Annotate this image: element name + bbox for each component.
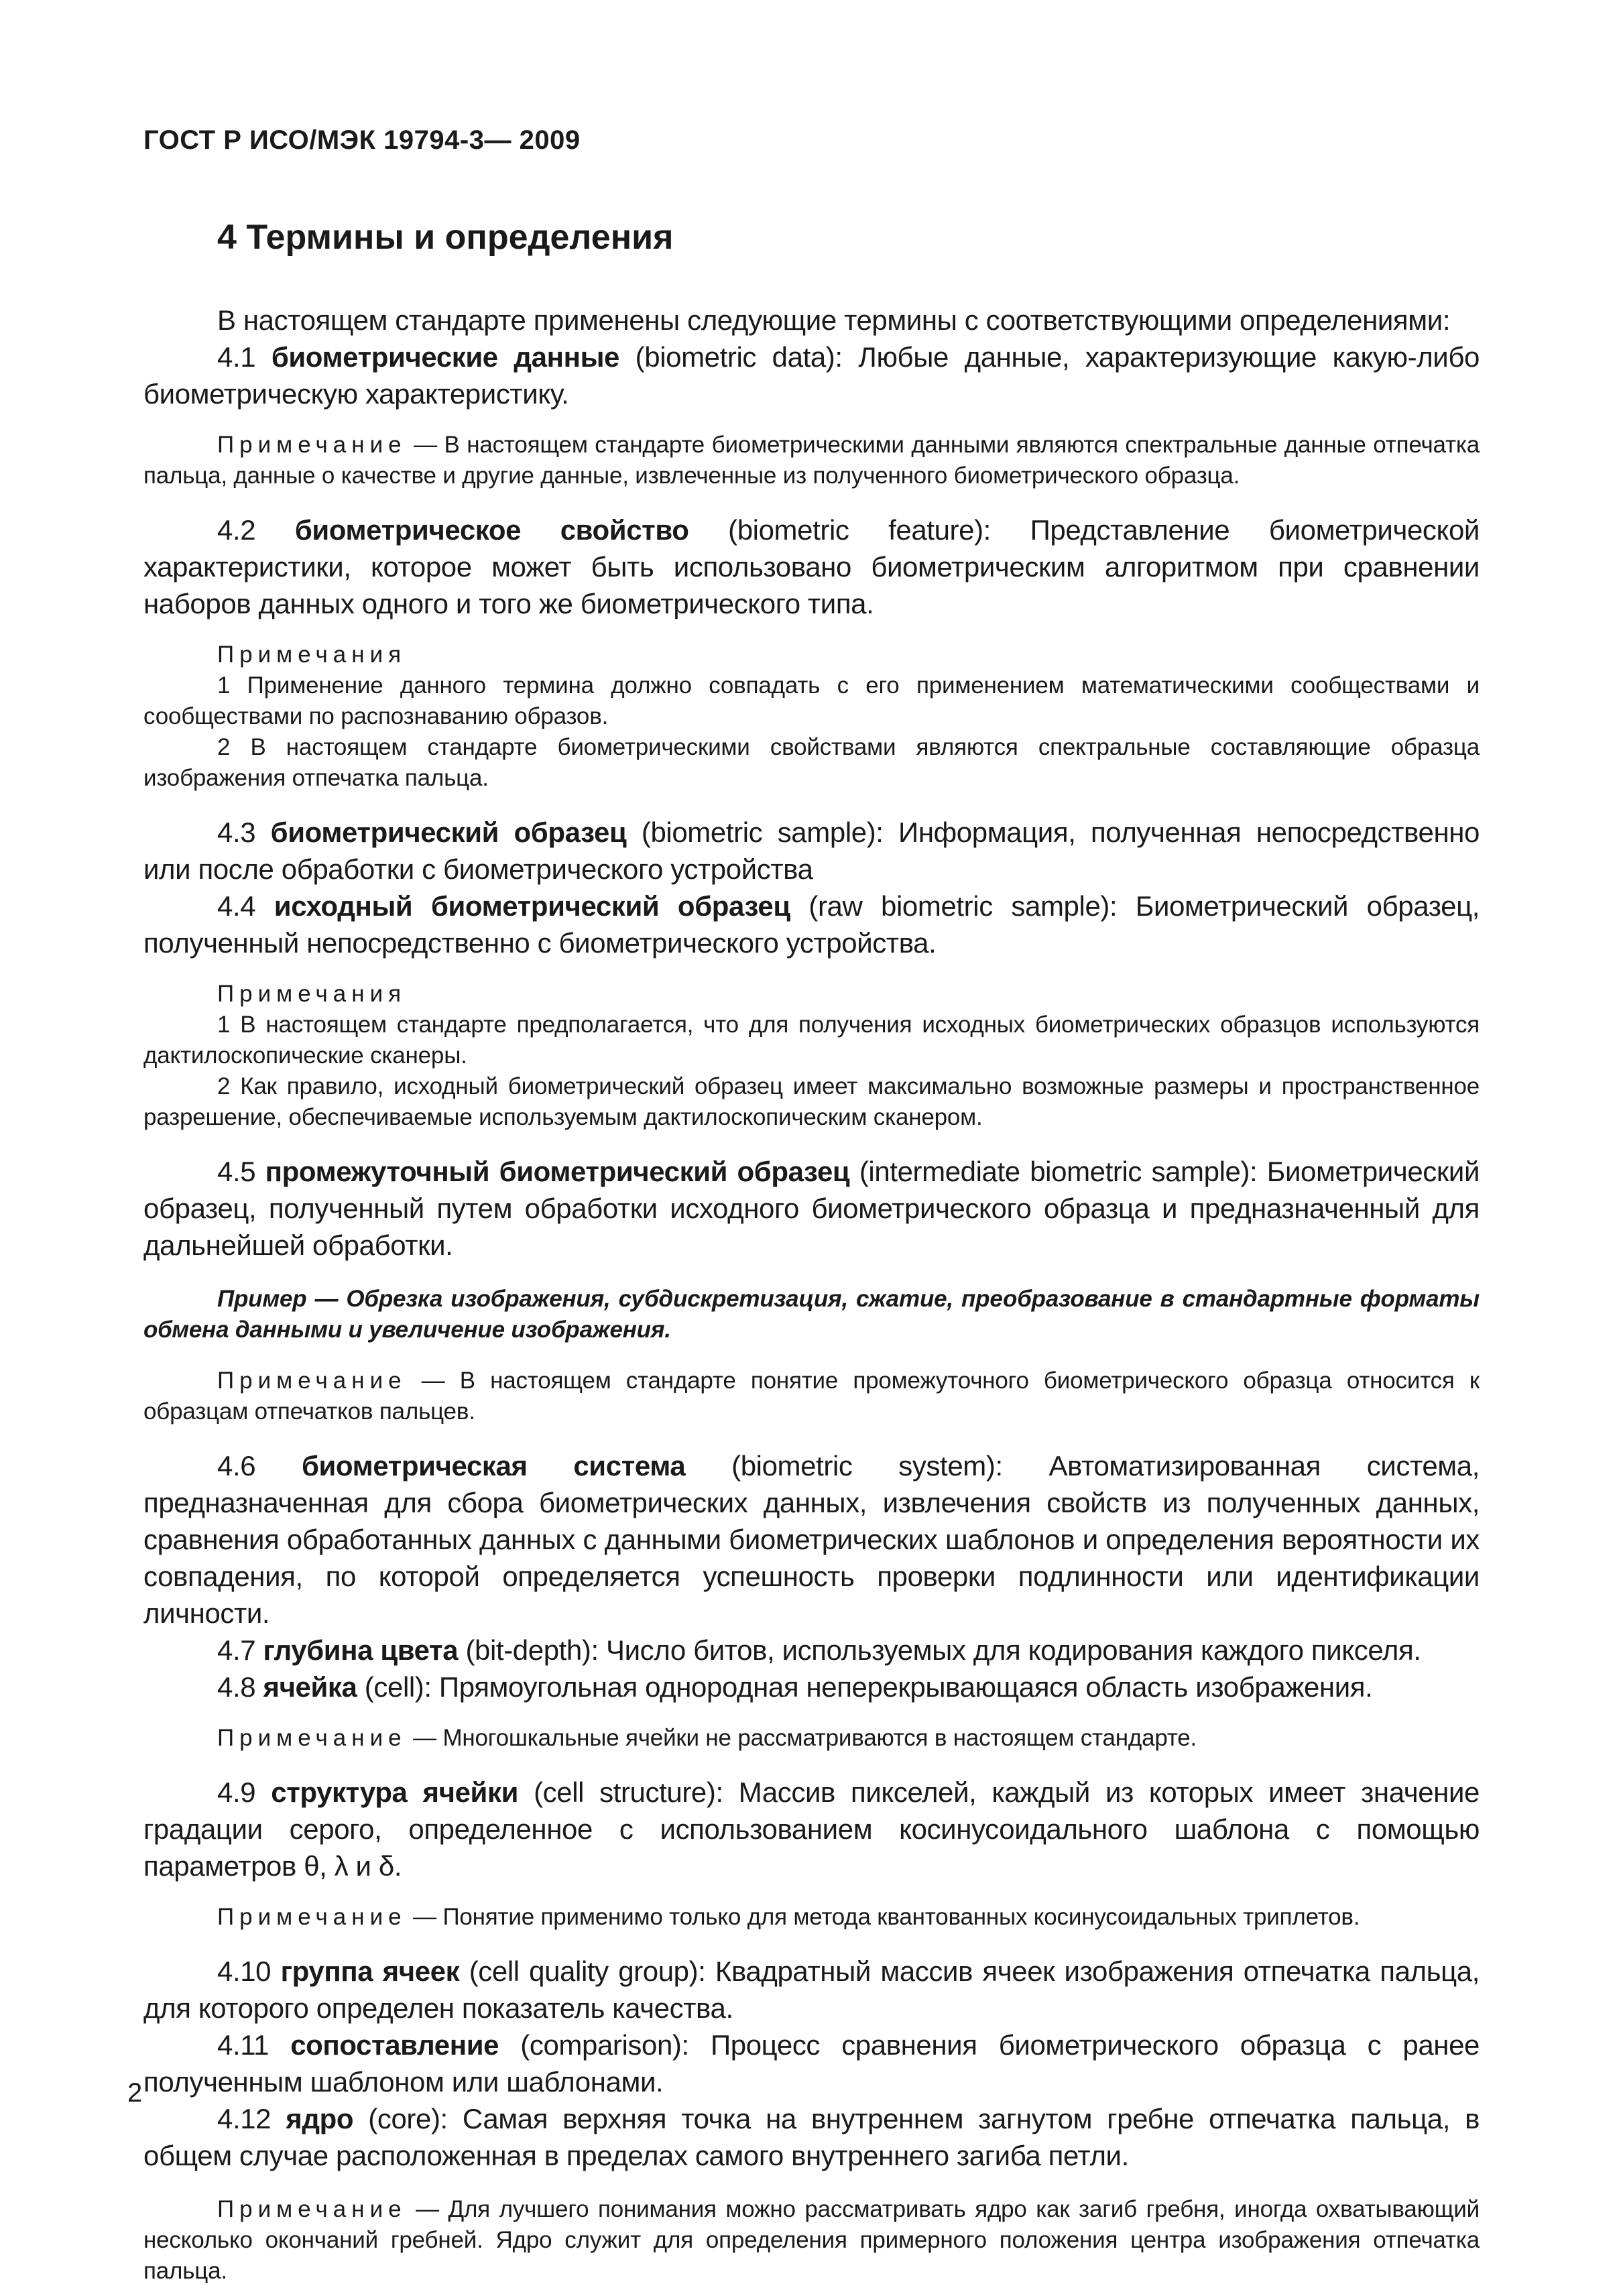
term-number: 4.11 [217, 2029, 291, 2061]
term-name: ячейка [263, 1671, 357, 1703]
note-heading: Примечание [217, 432, 407, 458]
term-4-6 [143, 1447, 1480, 1632]
term-4-8 [143, 1669, 1480, 1705]
note-text: — В настоящем стандарте понятие промежуточного биометрического образца относится к образцам отпечатков пальцев. [143, 1368, 1480, 1425]
term-definition: (biometric system): Автоматизированная система, предназначенная для сбора биометрических данных, извлечения свойств из полученных данных, сравнения обработанных данных с данными биометрических шаблонов и определения вероятности их совпадения, по которой определяется успешность проверки подлинности или идентификации личности. [143, 1450, 1480, 1629]
term-name: группа ячеек [280, 1955, 460, 1987]
term-4-2 [143, 511, 1480, 622]
term-4-7 [143, 1632, 1480, 1669]
term-number: 4.10 [217, 1955, 281, 1987]
term-number: 4.4 [217, 890, 274, 922]
note-text: — Для лучшего понимания можно рассматривать ядро как загиб гребня, иногда охватывающий несколько окончаний гребней. Ядро служит для определения примерного положения центра изображения отпечатка пальца. [143, 2196, 1480, 2284]
term-4-12 [143, 2100, 1480, 2174]
note-item: 2 Как правило, исходный биометрический образец имеет максимально возможные размеры и пространственное разрешение, обеспечиваемые используемым дактилоскопическим сканером. [143, 1073, 1480, 1130]
term-4-3 [143, 814, 1480, 888]
note-text: — Понятие применимо только для метода квантованных косинусоидальных триплетов. [406, 1904, 1360, 1930]
term-4-1 [143, 339, 1480, 412]
term-definition: (bit-depth): Число битов, используемых для кодирования каждого пикселя. [458, 1634, 1421, 1666]
note-text: — В настоящем стандарте биометрическими данными являются спектральные данные отпечатка пальца, данные о качестве и другие данные, извлеченные из полученного биометрического образца. [143, 432, 1480, 489]
term-name: биометрические данные [271, 341, 619, 373]
term-definition: (comparison): Процесс сравнения биометрического образца с ранее полученным шаблоном или шаблонами. [143, 2029, 1480, 2098]
note-item: 1 Применение данного термина должно совпадать с его применением математическими сообществами и сообществами по распознаванию образов. [143, 672, 1480, 729]
page-number: 2 [127, 2078, 143, 2108]
term-definition: (biometric data): Любые данные, характеризующие какую-либо биометрическую характеристику. [143, 341, 1480, 410]
note-text: — Многошкальные ячейки не рассматриваются в настоящем стандарте. [406, 1725, 1197, 1751]
term-name: глубина цвета [263, 1634, 459, 1666]
term-4-5 [143, 1153, 1480, 1264]
term-definition: (cell quality group): Квадратный массив ячеек изображения отпечатка пальца, для которого определен показатель качества. [143, 1955, 1480, 2024]
note-heading: Примечание [217, 1368, 407, 1394]
term-name: биометрическая система [301, 1450, 686, 1482]
term-definition: (biometric sample): Информация, полученная непосредственно или после обработки с биометрического устройства [143, 817, 1480, 885]
section-title: 4 Термины и определения [217, 218, 674, 257]
document-code: ГОСТ Р ИСО/МЭК 19794-3— 2009 [143, 125, 581, 155]
term-definition: (cell structure): Массив пикселей, каждый из которых имеет значение градации серого, определенное с использованием косинусоидального шаблона с помощью параметров θ, λ и δ. [143, 1776, 1480, 1882]
term-definition: (raw biometric sample): Биометрический образец, полученный непосредственно с биометрического устройства. [143, 890, 1480, 959]
term-number: 4.9 [217, 1776, 272, 1808]
intro-paragraph: В настоящем стандарте применены следующие термины с соответствующими определениями: [217, 304, 1451, 336]
note-heading: Примечание [217, 2196, 407, 2222]
note-heading: Примечания [217, 981, 407, 1007]
term-number: 4.5 [217, 1156, 265, 1187]
term-number: 4.7 [217, 1634, 263, 1666]
note-item: 2 В настоящем стандарте биометрическими свойствами являются спектральные составляющие образца изображения отпечатка пальца. [143, 734, 1480, 791]
note-4-5 [143, 1366, 1480, 1427]
term-definition: (intermediate biometric sample): Биометрический образец, полученный путем обработки исходного биометрического образца и предназначенный для дальнейшей обработки. [143, 1156, 1480, 1261]
note-item: 1 В настоящем стандарте предполагается, что для получения исходных биометрических образцов используются дактилоскопические сканеры. [143, 1012, 1480, 1069]
example-4-5: Пример — Обрезка изображения, субдискретизация, сжатие, преобразование в стандартные форматы обмена данными и увеличение изображения. [143, 1286, 1480, 1343]
term-name: ядро [286, 2103, 354, 2134]
term-name: структура ячейки [271, 1776, 519, 1808]
term-4-4 [143, 888, 1480, 961]
note-heading: Примечание [217, 1725, 407, 1751]
note-4-8 [143, 1723, 1480, 1754]
notes-4-4-heading [143, 979, 1480, 1010]
note-heading: Примечания [217, 642, 407, 668]
term-definition: (cell): Прямоугольная однородная неперекрывающаяся область изображения. [357, 1671, 1373, 1703]
notes-4-2-heading [143, 640, 1480, 670]
note-heading: Примечание [217, 1904, 407, 1930]
note-4-1 [143, 430, 1480, 491]
term-number: 4.2 [217, 514, 295, 546]
term-number: 4.8 [217, 1671, 263, 1703]
term-name: биометрическое свойство [294, 514, 689, 546]
note-4-9 [143, 1902, 1480, 1933]
term-name: исходный биометрический образец [274, 890, 790, 922]
term-name: биометрический образец [270, 817, 627, 848]
term-number: 4.1 [217, 341, 272, 373]
term-4-9 [143, 1774, 1480, 1884]
term-number: 4.12 [217, 2103, 286, 2134]
term-4-10 [143, 1953, 1480, 2027]
note-4-12 [143, 2194, 1480, 2287]
term-4-11 [143, 2027, 1480, 2100]
term-definition: (biometric feature): Представление биометрической характеристики, которое может быть использовано биометрическим алгоритмом при сравнении наборов данных одного и того же биометрического типа. [143, 514, 1480, 619]
term-name: промежуточный биометрический образец [265, 1156, 850, 1187]
term-number: 4.6 [217, 1450, 302, 1482]
term-number: 4.3 [217, 817, 271, 848]
term-definition: (core): Самая верхняя точка на внутреннем загнутом гребне отпечатка пальца, в общем случае расположенная в пределах самого внутреннего загиба петли. [143, 2103, 1480, 2171]
term-name: сопоставление [290, 2029, 499, 2061]
